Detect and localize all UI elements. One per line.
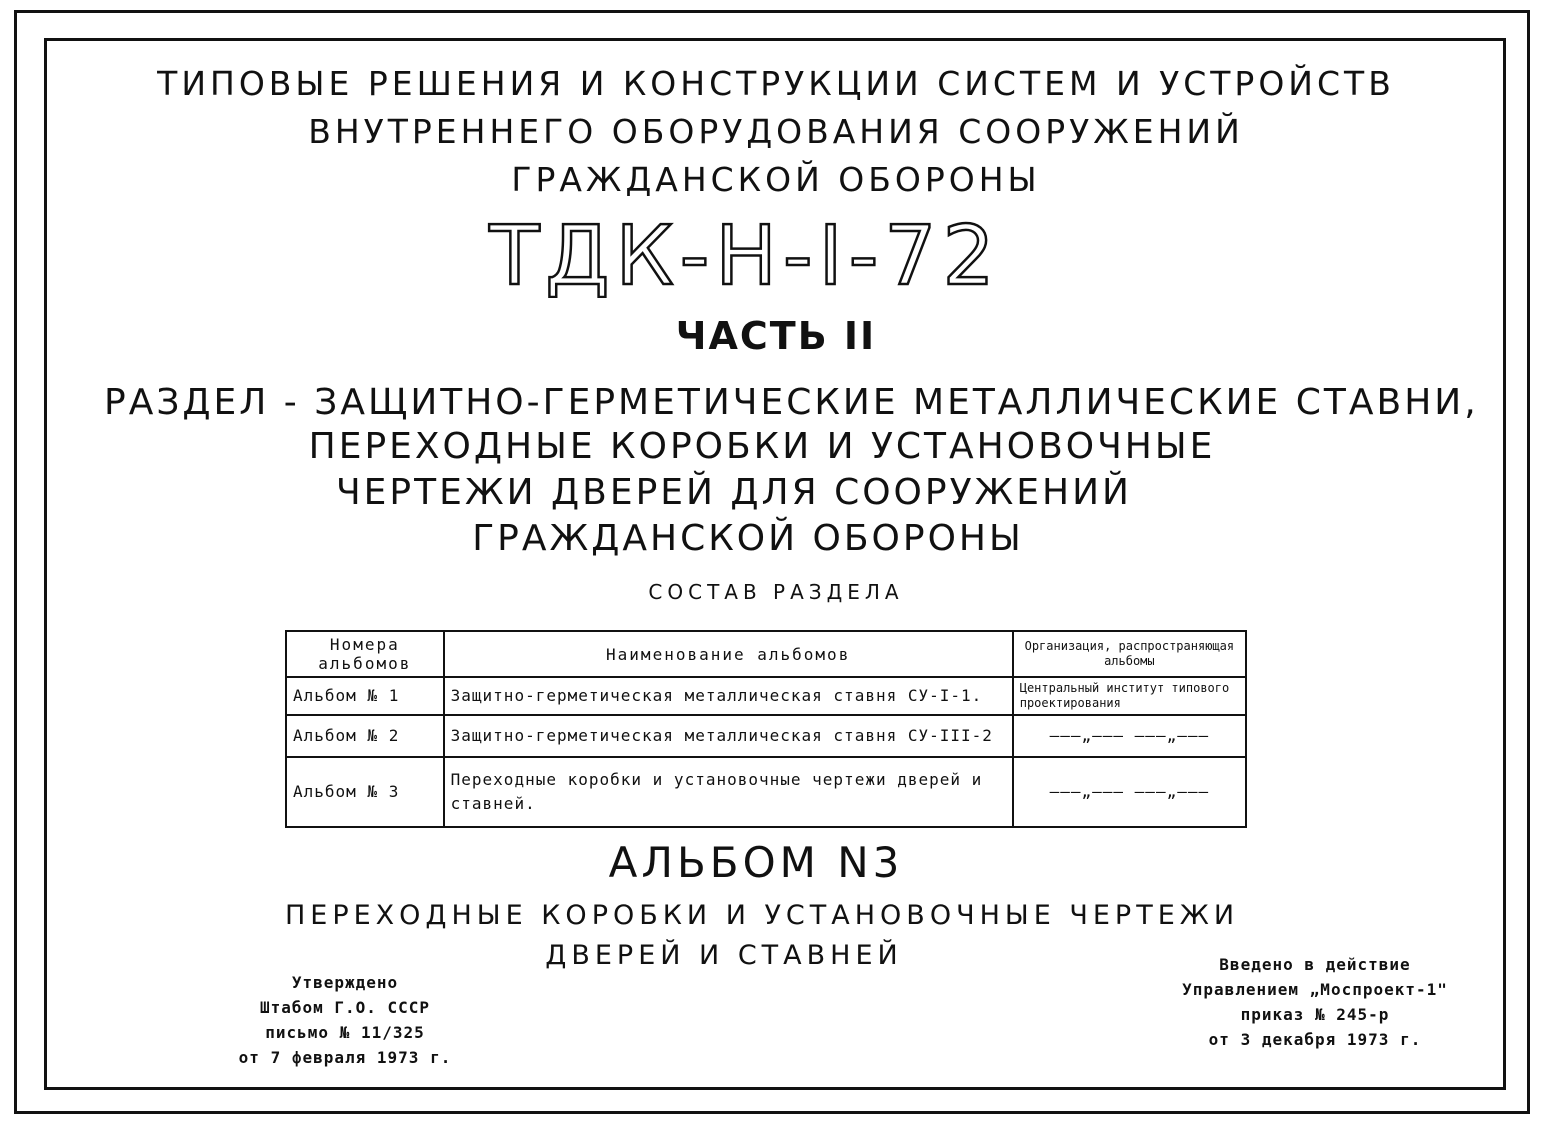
approved-line-1: Утверждено [291,973,399,992]
approved-line-3: письмо № 11/325 [265,1023,425,1042]
series-code-text: ТДК-Н-I-72 [489,218,1001,298]
album-desc-line-2: ДВЕРЕЙ И СТАВНЕЙ [545,940,903,971]
enacted-line-3: приказ № 245-р [1240,1005,1390,1024]
enacted-line-4: от 3 декабря 1973 г. [1208,1030,1422,1049]
album-name: Переходные коробки и установочные чертежи дверей и ставней. [444,757,1013,827]
enacted-line-1: Введено в действие [1219,955,1411,974]
album-name: Защитно-герметическая металлическая ставня СУ-I-1. [444,677,1013,715]
album-number: Альбом № 1 [286,677,444,715]
header-name: Наименование альбомов [444,631,1013,677]
approved-line-4: от 7 февраля 1973 г. [238,1048,452,1067]
composition-title: СОСТАВ РАЗДЕЛА [648,580,904,604]
approved-line-2: Штабом Г.О. СССР [259,998,431,1017]
table-row [286,715,1246,757]
header-organization: Организация, распространяющая альбомы [1013,631,1246,677]
header-number: Номера альбомов [286,631,444,677]
enacted-block [1165,952,1465,1052]
albums-table [285,630,1247,828]
series-code [0,218,1552,298]
album-organization: ———„——— ———„——— [1013,715,1246,757]
section-line-4: ГРАЖДАНСКОЙ ОБОРОНЫ [472,518,1024,559]
section-line-1: РАЗДЕЛ - ЗАЩИТНО-ГЕРМЕТИЧЕСКИЕ МЕТАЛЛИЧЕСКИЕ СТАВНИ, [104,382,1479,423]
table-header-row [286,631,1246,677]
table-row [286,757,1246,827]
section-line-3: ЧЕРТЕЖИ ДВЕРЕЙ ДЛЯ СООРУЖЕНИЙ [336,472,1132,513]
album-organization: ———„——— ———„——— [1013,757,1246,827]
album-number: Альбом № 2 [286,715,444,757]
header-line-2: ВНУТРЕННЕГО ОБОРУДОВАНИЯ СООРУЖЕНИЙ [308,112,1244,151]
enacted-line-2: Управлением „Моспроект-1" [1182,980,1448,999]
section-line-2: ПЕРЕХОДНЫЕ КОРОБКИ И УСТАНОВОЧНЫЕ [308,426,1216,467]
album-title: АЛЬБОМ N3 [608,838,904,887]
album-desc-line-1: ПЕРЕХОДНЫЕ КОРОБКИ И УСТАНОВОЧНЫЕ ЧЕРТЕЖИ [284,900,1240,931]
album-name: Защитно-герметическая металлическая ставня СУ-III-2 [444,715,1013,757]
part-label: ЧАСТЬ II [675,314,877,358]
album-organization: Центральный институт типового проектирования [1013,677,1246,715]
approved-block [235,970,455,1070]
header-line-3: ГРАЖДАНСКОЙ ОБОРОНЫ [511,160,1041,199]
header-line-1: ТИПОВЫЕ РЕШЕНИЯ И КОНСТРУКЦИИ СИСТЕМ И УСТРОЙСТВ [157,64,1395,103]
table-row [286,677,1246,715]
album-number: Альбом № 3 [286,757,444,827]
